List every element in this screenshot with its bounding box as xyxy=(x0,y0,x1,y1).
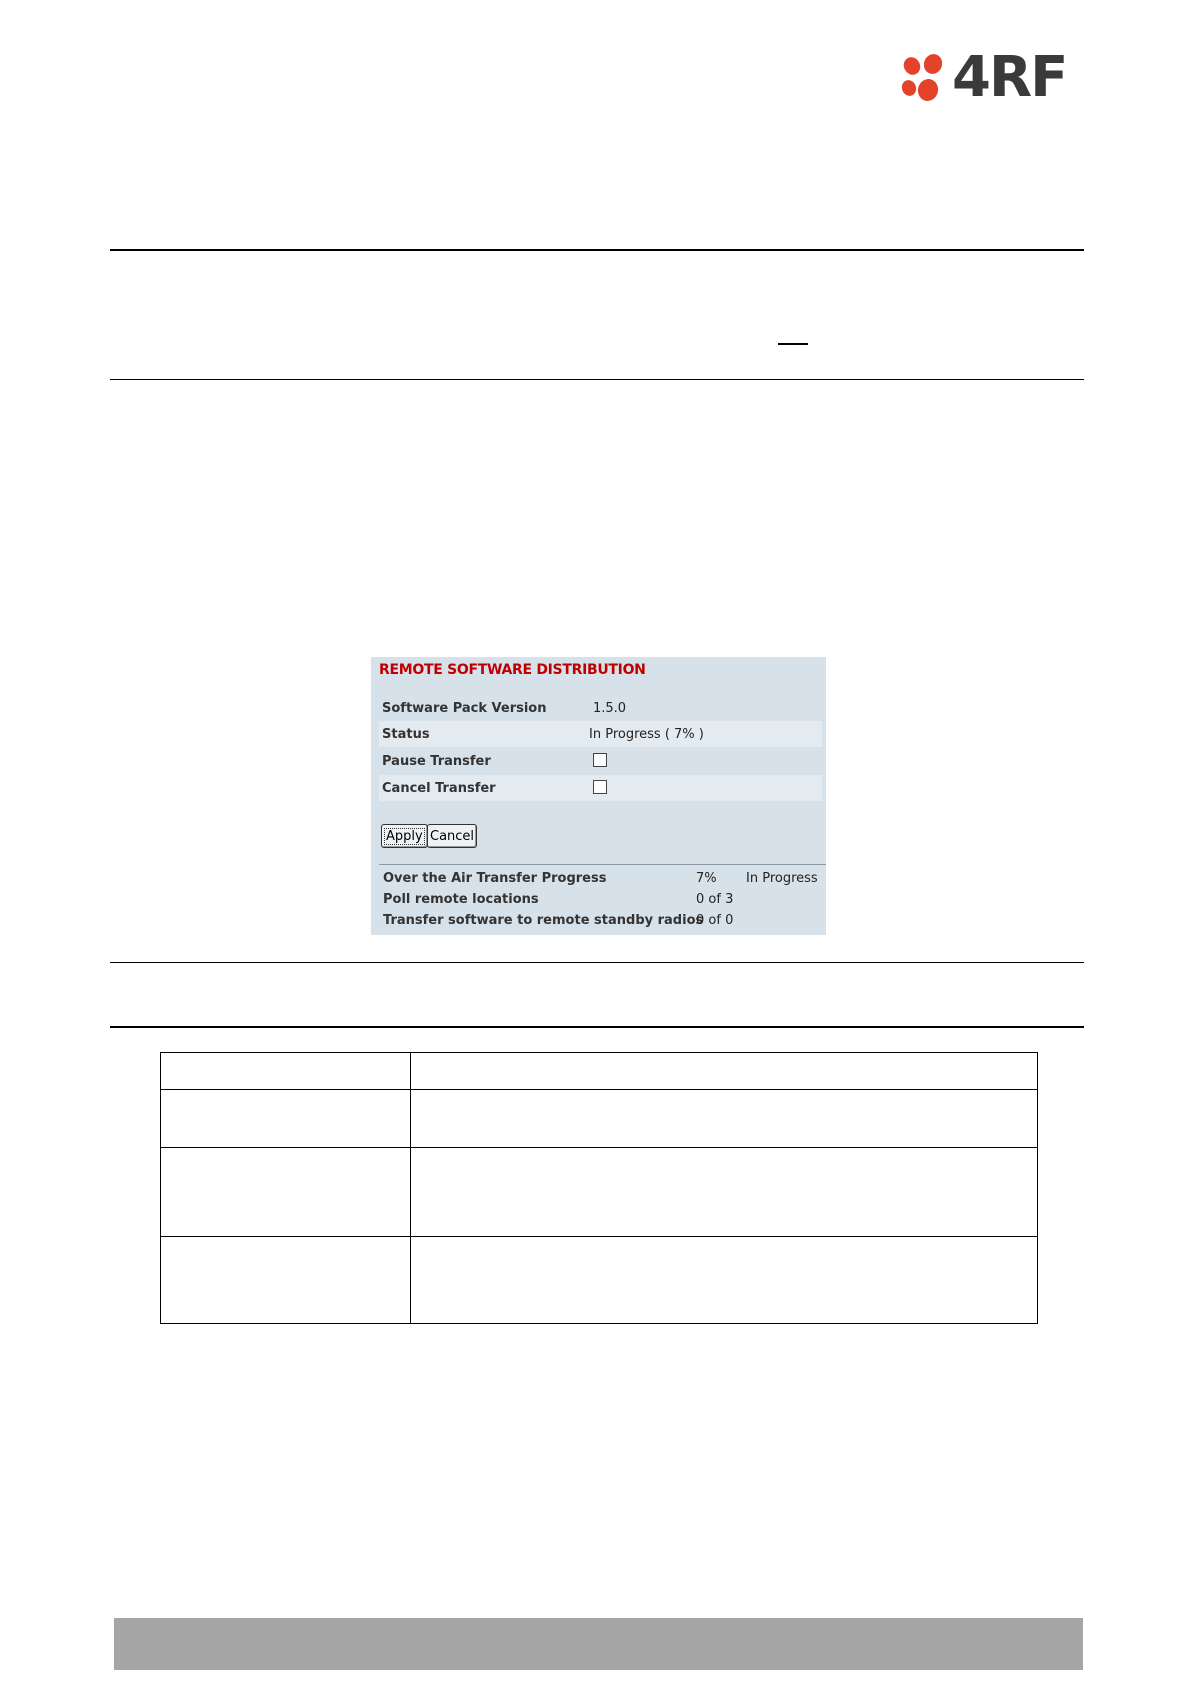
progress-label: Poll remote locations xyxy=(383,892,539,907)
progress-row-poll xyxy=(383,890,823,910)
field-label: Cancel Transfer xyxy=(382,781,496,796)
progress-value: 7% xyxy=(696,871,717,886)
progress-label: Over the Air Transfer Progress xyxy=(383,871,607,886)
remote-software-distribution-panel xyxy=(371,657,826,935)
apply-button-label: Apply xyxy=(386,828,423,844)
cancel-button[interactable] xyxy=(427,824,477,848)
table-row-divider xyxy=(161,1089,1037,1090)
section-rule xyxy=(110,379,1084,380)
parameter-table xyxy=(160,1052,1038,1324)
brand-logo xyxy=(900,45,1072,110)
footer-bar xyxy=(114,1618,1083,1670)
table-column-divider xyxy=(410,1053,411,1323)
field-label: Status xyxy=(382,727,430,742)
table-row-divider xyxy=(161,1236,1037,1237)
progress-value: 0 of 3 xyxy=(696,892,734,907)
field-row-status xyxy=(379,721,822,747)
table-row-divider xyxy=(161,1147,1037,1148)
field-label: Software Pack Version xyxy=(382,701,547,716)
section-rule xyxy=(110,1026,1084,1028)
status-value: In Progress ( 7% ) xyxy=(589,727,704,742)
underline-mark xyxy=(778,343,808,345)
logo-petals-icon xyxy=(900,52,952,108)
logo-wordmark: 4RF xyxy=(952,45,1067,110)
field-label: Pause Transfer xyxy=(382,754,491,769)
pause-transfer-checkbox[interactable] xyxy=(593,753,607,767)
progress-row-ota xyxy=(383,869,823,889)
panel-divider xyxy=(379,864,826,865)
cancel-button-label: Cancel xyxy=(430,828,475,844)
progress-row-standby xyxy=(383,911,823,931)
section-rule-top xyxy=(110,249,1084,251)
field-row-pause-transfer xyxy=(379,748,822,774)
progress-label: Transfer software to remote standby radios xyxy=(383,913,704,928)
progress-value: 0 of 0 xyxy=(696,913,734,928)
panel-title: REMOTE SOFTWARE DISTRIBUTION xyxy=(379,662,646,678)
progress-state: In Progress xyxy=(746,871,818,886)
cancel-transfer-checkbox[interactable] xyxy=(593,780,607,794)
section-rule xyxy=(110,962,1084,963)
software-pack-version-value: 1.5.0 xyxy=(593,701,627,716)
field-row-software-pack-version xyxy=(379,695,822,721)
apply-button[interactable] xyxy=(381,824,428,848)
field-row-cancel-transfer xyxy=(379,775,822,801)
